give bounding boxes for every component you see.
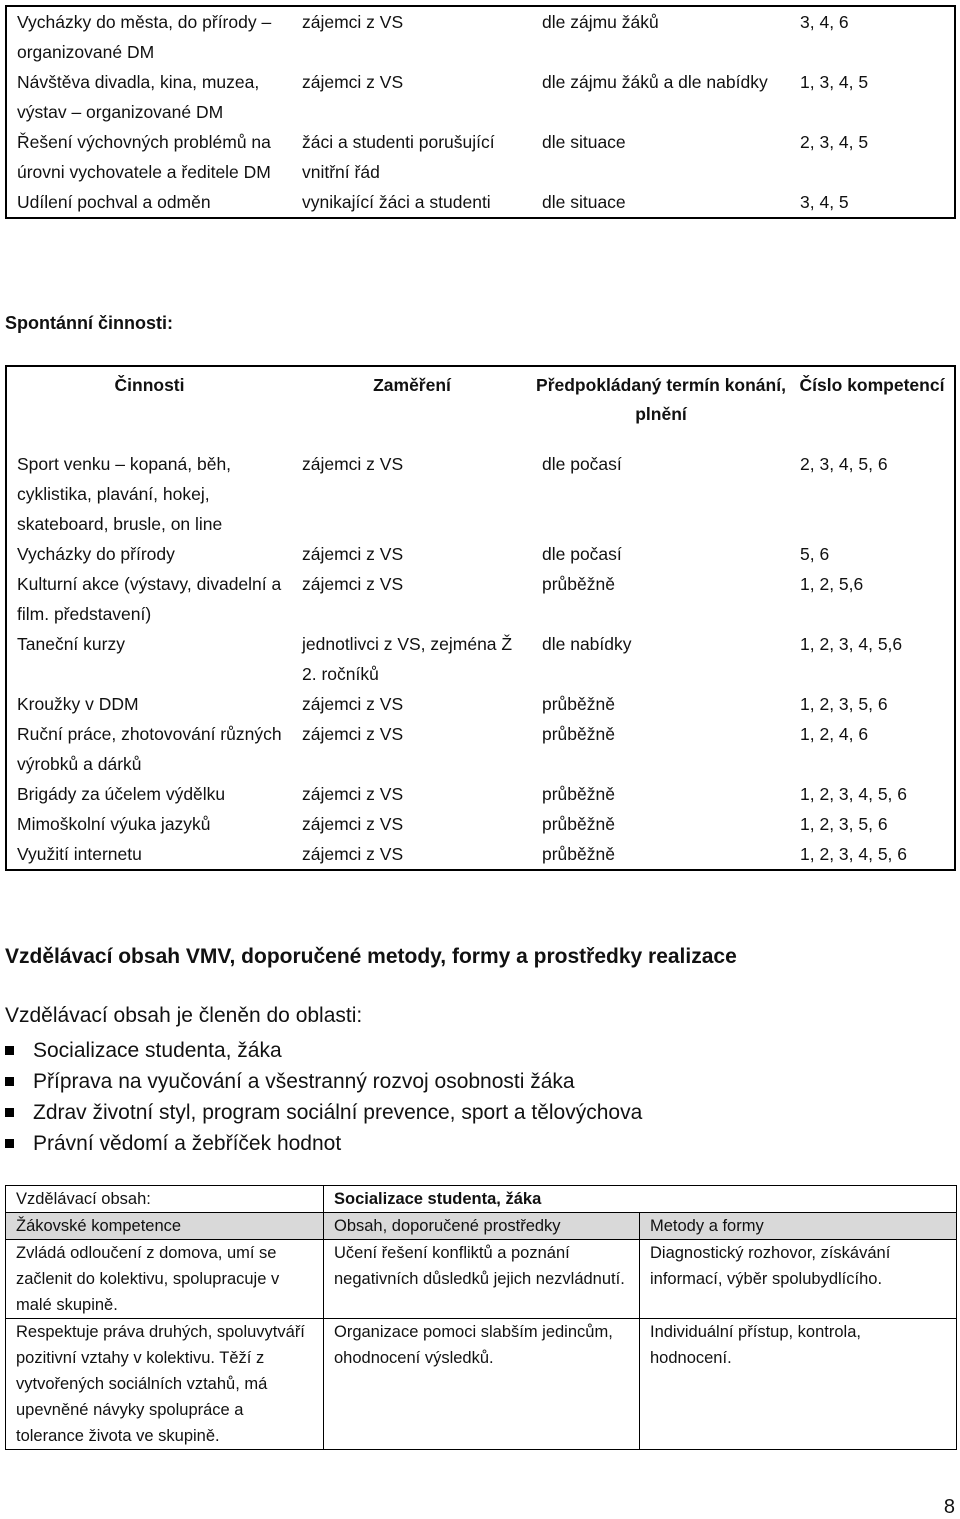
table-cell: průběžně [542,814,615,834]
column-header: Žákovské kompetence [6,1213,324,1240]
table-cell: 3, 4, 6 [800,12,849,32]
table-row [6,1240,957,1319]
table-cell: Udílení pochval a odměn [17,192,211,212]
table-cell: Mimoškolní výuka jazyků [17,814,211,834]
table-cell: Učení řešení konfliktů a poznání negativních důsledků jejich nezvládnutí. [324,1240,640,1319]
table-cell: Individuální přístup, kontrola, hodnocení. [640,1319,957,1450]
table-cell: Návštěva divadla, kina, muzea, výstav – organizované DM [17,72,260,122]
spontaneous-activities-table [5,365,956,871]
table-cell: dle počasí [542,454,622,474]
table-cell: Kroužky v DDM [17,694,139,714]
table-cell: Taneční kurzy [17,634,125,654]
square-bullet-icon [5,1108,14,1117]
table-cell: zájemci z VS [302,844,404,864]
table-cell: dle zájmu žáků a dle nabídky [542,72,768,92]
table-cell: 1, 2, 3, 5, 6 [800,814,888,834]
table-cell: dle zájmu žáků [542,12,659,32]
table-cell: 1, 2, 3, 4, 5,6 [800,634,903,654]
list-item-text: Příprava na vyučování a všestranný rozvoj osobnosti žáka [33,1070,575,1093]
table-cell: dle počasí [542,544,622,564]
table-cell: průběžně [542,724,615,744]
table-row [6,127,955,187]
table-cell: průběžně [542,574,615,594]
table-cell: Využití internetu [17,844,142,864]
areas-list [5,1035,642,1159]
list-item [5,1035,642,1066]
table-row [6,719,955,779]
table-row [6,809,955,839]
table-title-row [6,1186,957,1213]
column-header: Zaměření [373,375,451,395]
table-cell: Řešení výchovných problémů na úrovni vychovatele a ředitele DM [17,132,271,182]
table-cell: Vycházky do města, do přírody – organizované DM [17,12,272,62]
table-cell: 1, 2, 4, 6 [800,724,869,744]
table-cell: 2, 3, 4, 5 [800,132,869,152]
list-item-text: Zdrav životní styl, program sociální prevence, sport a tělovýchova [33,1101,643,1124]
table-row [6,445,955,539]
table-row [6,569,955,629]
table-row [6,6,955,67]
table-cell: Organizace pomoci slabším jedincům, ohodnocení výsledků. [324,1319,640,1450]
table-cell: zájemci z VS [302,814,404,834]
square-bullet-icon [5,1139,14,1148]
table-cell: zájemci z VS [302,694,404,714]
table-cell: Sport venku – kopaná, běh, cyklistika, plavání, hokej, skateboard, brusle, on line [17,454,232,534]
table-cell: Kulturní akce (výstavy, divadelní a film. představení) [17,574,282,624]
table-cell: zájemci z VS [302,72,404,92]
table-cell: jednotlivci z VS, zejména Ž 2. ročníků [302,634,513,684]
column-header: Metody a formy [640,1213,957,1240]
table-cell: Brigády za účelem výdělku [17,784,226,804]
table-cell: průběžně [542,784,615,804]
list-item-text: Právní vědomí a žebříček hodnot [33,1132,342,1155]
table-cell: dle nabídky [542,634,632,654]
table-cell: zájemci z VS [302,454,404,474]
list-item [5,1128,642,1159]
table-header-row [6,1213,957,1240]
table-row [6,779,955,809]
table-cell: Vycházky do přírody [17,544,175,564]
table-cell: 1, 2, 3, 5, 6 [800,694,888,714]
table-row [6,689,955,719]
column-header: Předpokládaný termín konání, plnění [536,375,786,424]
socialization-content-table [5,1185,957,1450]
table-cell: dle situace [542,132,626,152]
intro-text: Vzdělávací obsah je členěn do oblasti: [5,1004,363,1027]
table-row [6,1319,957,1450]
table-cell: zájemci z VS [302,574,404,594]
square-bullet-icon [5,1077,14,1086]
table-cell: Respektuje práva druhých, spoluvytváří pozitivní vztahy v kolektivu. Těží z vytvořených sociálních vztahů, má upevněné návyky spolupráce a tolerance života ve skupině. [6,1319,324,1450]
table-header-row [6,366,955,445]
list-item [5,1066,642,1097]
spontaneous-activities-heading: Spontánní činnosti: [5,313,173,333]
table-row [6,539,955,569]
table-cell: zájemci z VS [302,12,404,32]
list-item [5,1097,642,1128]
table-cell: Diagnostický rozhovor, získávání informací, výběr spolubydlícího. [640,1240,957,1319]
table-cell: zájemci z VS [302,544,404,564]
table-cell: 1, 3, 4, 5 [800,72,869,92]
table-cell: 1, 2, 5,6 [800,574,864,594]
table-row [6,187,955,218]
table-cell: Zvládá odloučení z domova, umí se začlenit do kolektivu, spolupracuje v malé skupině. [6,1240,324,1319]
table-row [6,629,955,689]
column-header: Obsah, doporučené prostředky [324,1213,640,1240]
section-heading: Vzdělávací obsah VMV, doporučené metody, formy a prostředky realizace [5,945,737,968]
table-cell: dle situace [542,192,626,212]
square-bullet-icon [5,1046,14,1055]
column-header: Činnosti [114,375,185,395]
activities-table-continued [5,5,956,219]
table-cell: 5, 6 [800,544,830,564]
table-topic-cell: Socializace studenta, žáka [324,1186,957,1213]
table-cell: 3, 4, 5 [800,192,849,212]
table-cell: vynikající žáci a studenti [302,192,491,212]
table-cell: 2, 3, 4, 5, 6 [800,454,888,474]
table-row [6,67,955,127]
list-item-text: Socializace studenta, žáka [33,1039,282,1062]
table-cell: 1, 2, 3, 4, 5, 6 [800,844,908,864]
column-header: Číslo kompetencí [799,375,945,395]
table-row [6,839,955,870]
table-cell: průběžně [542,694,615,714]
table-cell: Ruční práce, zhotovování různých výrobků a dárků [17,724,282,774]
table-cell: žáci a studenti porušující vnitřní řád [302,132,495,182]
table-cell: zájemci z VS [302,784,404,804]
table-cell: Vzdělávací obsah: [6,1186,324,1213]
page-number: 8 [943,1496,955,1518]
table-cell: zájemci z VS [302,724,404,744]
table-cell: průběžně [542,844,615,864]
table-cell: 1, 2, 3, 4, 5, 6 [800,784,908,804]
